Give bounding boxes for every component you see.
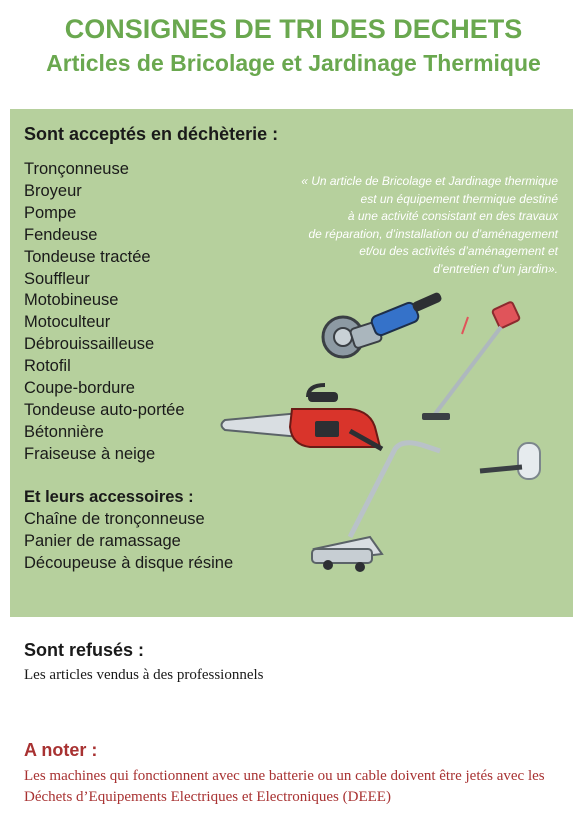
quote-line: et/ou des activités d’aménagement et: [359, 244, 558, 258]
quote-line: est un équipement thermique destiné: [360, 191, 558, 206]
list-item: Fraiseuse à neige: [24, 444, 156, 463]
list-item: Fendeuse: [24, 225, 98, 244]
chainsaw-icon: [222, 385, 383, 449]
list-item: Chaîne de tronçonneuse: [24, 510, 205, 528]
list-item: Broyeur: [24, 181, 82, 200]
refused-text: Les articles vendus à des professionnels: [24, 667, 264, 683]
note-text: Les machines qui fonctionnent avec une batterie ou un cable doivent être jetés avec les Déchets d’Equipements Electriques et Electroniques (DEEE): [24, 768, 545, 805]
tools-illustration: [10, 109, 573, 617]
list-item: Pompe: [24, 203, 77, 222]
refused-heading: Sont refusés :: [24, 640, 145, 660]
accepted-heading: Sont acceptés en déchèterie :: [24, 124, 279, 144]
list-item: Motobineuse: [24, 291, 119, 310]
list-item: Tronçonneuse: [24, 160, 129, 178]
list-item: Débrouissailleuse: [24, 335, 155, 354]
quote-line: « Un article de Bricolage et Jardinage thermique: [301, 174, 558, 188]
note-heading: A noter :: [24, 740, 98, 760]
accessories-heading: Et leurs accessoires :: [24, 488, 194, 506]
page-subtitle: Articles de Bricolage et Jardinage Thermique: [46, 50, 541, 76]
string-trimmer-icon: [422, 301, 520, 420]
page-title: CONSIGNES DE TRI DES DECHETS: [64, 14, 523, 44]
angle-grinder-icon: [323, 291, 443, 357]
list-item: Découpeuse à disque résine: [24, 553, 234, 572]
list-item: Motoculteur: [24, 313, 111, 332]
accepted-panel: [10, 109, 573, 617]
leaf-blower-icon: [480, 443, 540, 479]
list-item: Tondeuse tractée: [24, 247, 151, 266]
list-item: Panier de ramassage: [24, 531, 181, 550]
list-item: Coupe-bordure: [24, 379, 135, 398]
list-item: Bétonnière: [24, 422, 104, 441]
list-item: Tondeuse auto-portée: [24, 400, 185, 419]
quote-line: de réparation, d’installation ou d’aménagement: [308, 226, 558, 241]
lawn-mower-icon: [312, 443, 440, 572]
list-item: Souffleur: [24, 269, 90, 288]
quote-line: d’entretien d’un jardin».: [433, 261, 558, 276]
list-item: Rotofil: [24, 357, 71, 376]
quote-line: à une activité consistant en des travaux: [347, 209, 558, 223]
